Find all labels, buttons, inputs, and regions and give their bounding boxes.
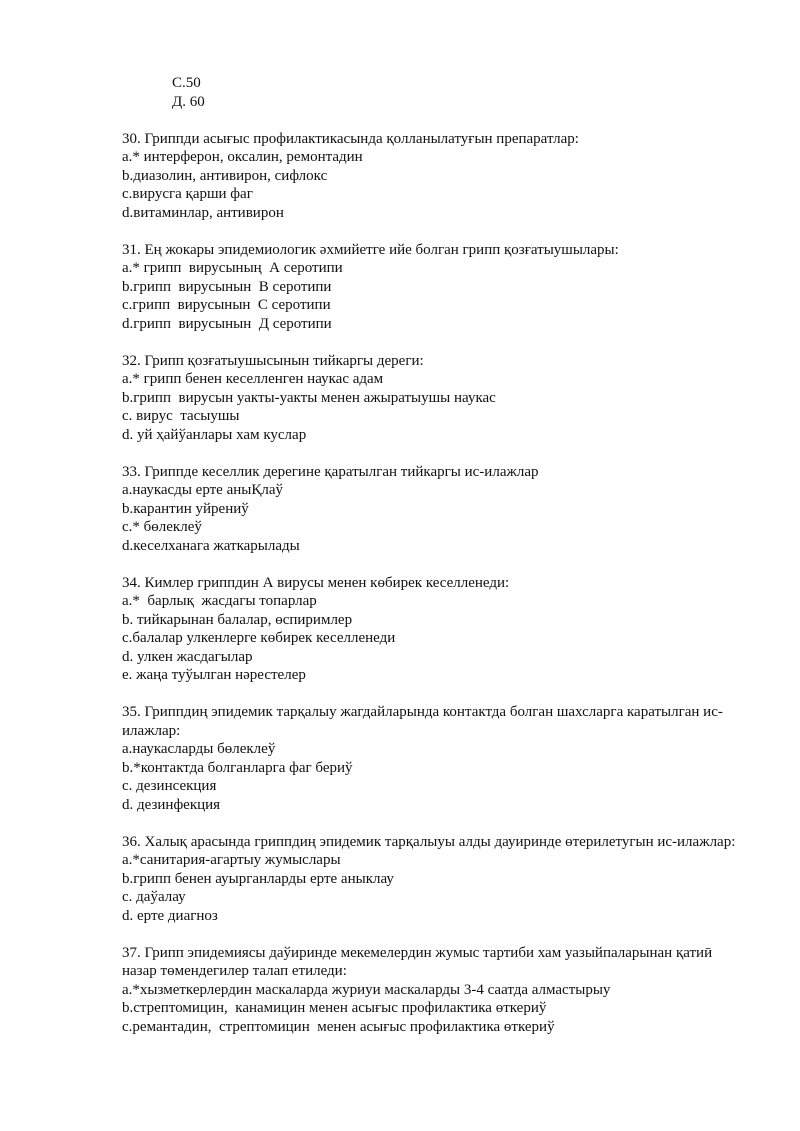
option-b: b.*контактда болганларга фаг бериў [122,759,353,776]
option-a: a.*санитария-агартыу жумыслары [122,852,341,868]
option-d: d. дезинфекция [122,796,221,813]
option-a: a.*хызметкерлердин маскаларда журиуи маскаларды 3-4 саатда алмастырыу [122,981,611,998]
option-d: d. уй ҳайўанлары хам куслар [122,426,307,443]
question-text: 33. Гриппде кеселлик дерегине қаратылган тийкаргы ис-илажлар [122,463,539,480]
question-35 [122,703,740,814]
option-c: С.50 [172,75,201,91]
option-c: c.вирусга қарши фаг [122,186,253,202]
question-text: 37. Грипп эпидемиясы даўиринде мекемелердин жумыс тартиби хам уазыйпаларынан қатиӣ назар төмендегилер талап етиледи: [122,944,713,979]
option-c: c.ремантадин, стрептомицин менен асығыс профилактика өткериў [122,1018,555,1035]
option-c: c. дезинсекция [122,778,217,794]
option-b: b. тийкарынан балалар, өспиримлер [122,611,353,628]
option-e: e. жаңа туўылган нәрестелер [122,667,306,683]
question-text: 32. Грипп қозғатыушысынын тийкаргы дереги: [122,352,424,369]
option-a: a.* грипп бенен кеселленген наукас адам [122,371,384,387]
option-a: a.наукасларды бөлеклеў [122,741,276,757]
question-text: 34. Кимлер гриппдин А вирусы менен көбирек кеселленеди: [122,574,510,591]
option-d: d. улкен жасдагылар [122,648,253,665]
question-30 [122,130,740,223]
question-text: 31. Ең жокары эпидемиологик әхмийетге ийе болган грипп қозғатыушылары: [122,241,619,258]
option-a: a.* интерферон, оксалин, ремонтадин [122,149,363,165]
question-33 [122,463,740,556]
option-b: b.грипп вирусынын В серотипи [122,278,332,295]
option-d: d.грипп вирусынын Д серотипи [122,315,332,332]
question-31 [122,241,740,334]
previous-question-options [122,74,740,111]
option-b: b.грипп бенен ауырганларды ерте аныклау [122,870,394,887]
option-c: c.грипп вирусынын С серотипи [122,297,331,313]
option-a: a.* грипп вирусының А серотипи [122,260,343,276]
option-d: d.кеселханага жаткарылады [122,537,300,554]
question-32 [122,352,740,445]
option-b: b.диазолин, антивирон, сифлокс [122,167,328,184]
option-a: a.* барлық жасдагы топарлар [122,593,317,609]
question-36 [122,833,740,926]
option-a: a.наукасды ерте аныҚлаў [122,482,284,498]
option-b: b.стрептомицин, канамицин менен асығыс профилактика өткериў [122,1000,547,1016]
option-c: c.балалар улкенлерге көбирек кеселленеди [122,630,396,646]
question-text: 35. Гриппдиң эпидемик тарқалыу жагдайларында контактда болган шахсларга каратылган ис-илажлар: [122,704,723,739]
question-text: 30. Гриппди асығыс профилактикасында қолланылатуғын препаратлар: [122,130,579,147]
option-d: Д. 60 [172,93,205,110]
question-text: 36. Халық арасында гриппдиң эпидемик тарқалыуы алды дауиринде өтерилетугын ис-илажлар: [122,833,736,850]
option-b: b.карантин уйрениў [122,500,249,517]
option-b: b.грипп вирусын уакты-уакты менен ажыратыушы наукас [122,389,496,406]
option-c: c. вирус тасыушы [122,408,240,424]
option-c: c. даўалау [122,889,186,905]
option-d: d. ерте диагноз [122,907,218,924]
question-37 [122,944,740,1037]
option-c: c.* бөлеклеў [122,519,202,535]
question-34 [122,574,740,685]
option-d: d.витаминлар, антивирон [122,204,284,221]
